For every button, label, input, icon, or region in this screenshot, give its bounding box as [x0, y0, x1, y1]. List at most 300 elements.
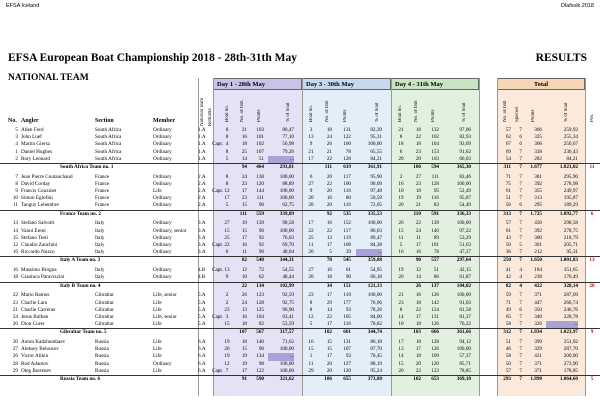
angler-country: Russia	[95, 339, 109, 346]
fish-count: 24	[326, 134, 332, 141]
header-organizer: EFSA Iceland	[6, 3, 40, 9]
percent-of-boat: 88,19	[370, 360, 382, 367]
points: 142	[431, 299, 439, 306]
angler-member: Ordinary	[153, 155, 172, 162]
team-percent: 121,13	[367, 282, 382, 289]
boat-no: 10	[398, 321, 404, 328]
boat-no: 18	[398, 141, 404, 148]
angler-no: 23	[12, 299, 18, 306]
fish-count: 20	[326, 173, 332, 180]
angler-member: Ordinary	[153, 180, 172, 187]
angler-country: France	[95, 188, 110, 195]
percent-of-boat: 84,38	[370, 242, 382, 248]
angler-country: Italy	[95, 274, 105, 281]
team-percent: 339,89	[279, 210, 294, 217]
angler-member: Ordinary	[153, 360, 172, 367]
fish-count: 11	[242, 249, 247, 256]
angler-country: Italy	[95, 234, 105, 241]
team-percent: 369,10	[456, 375, 471, 382]
total-fish: 36	[505, 249, 511, 256]
total-percent: 236,43	[563, 148, 578, 155]
total-points: 326	[534, 321, 542, 328]
team-total-percent: 1.064,60	[559, 375, 578, 382]
team-total-percent: 1.021,02	[559, 163, 578, 170]
team-points: 151	[343, 282, 351, 289]
d4-fish-header: No. of fish	[414, 100, 419, 122]
points: 103	[256, 127, 264, 133]
total-percent: 287,70	[563, 346, 578, 353]
team-total-percent: 1.023,97	[559, 329, 578, 336]
total-fish: 75	[505, 180, 511, 187]
team-fish: 91	[241, 375, 247, 382]
total-points: 366	[534, 141, 542, 148]
species: 5	[519, 242, 522, 248]
total-percent: 200,00	[563, 353, 578, 360]
species: 7	[519, 195, 522, 202]
angler-member: Ordinary	[153, 242, 172, 248]
fish-count: 16	[415, 249, 421, 256]
percent-of-boat: 50,59	[370, 195, 382, 202]
species: 7	[519, 148, 522, 155]
angler-name: Stefano Salvotti	[21, 220, 55, 227]
angler-no: 16	[12, 267, 18, 274]
d4-pct-header: % of boat	[462, 102, 467, 122]
angler-member: Life	[153, 299, 162, 306]
boat-no: 8	[309, 299, 313, 306]
results-table	[0, 127, 600, 382]
fish-count: 15	[241, 346, 247, 353]
percent-of-boat: 51,63	[459, 242, 471, 248]
boat-no: 6	[309, 173, 313, 180]
fish-count: 15	[326, 339, 332, 346]
percent-of-boat: 84,21	[370, 155, 382, 162]
national-team-code: 6.A	[198, 346, 206, 353]
points: 126	[431, 292, 439, 299]
angler-country: South Africa	[95, 155, 122, 162]
total-points: 366	[534, 127, 542, 133]
angler-name: Simon Eglofini	[21, 195, 53, 202]
angler-member: Ordinary	[153, 202, 172, 209]
boat-no: 3	[225, 313, 229, 320]
d1-boat-header: Boat no.	[225, 105, 230, 122]
boat-no: 17	[308, 220, 314, 227]
total-points: 295	[534, 202, 542, 209]
total-points: 392	[534, 227, 542, 234]
team-fish: 110	[413, 210, 421, 217]
angler-row	[0, 156, 600, 163]
percent-of-boat: 94,12	[459, 339, 471, 346]
angler-country: Russia	[95, 360, 109, 367]
d1-pct-header: % of boat	[286, 102, 291, 122]
top-header-bar	[0, 0, 600, 12]
fish-count: 18	[415, 141, 421, 148]
points: 107	[343, 346, 351, 353]
boat-no: 27	[224, 220, 230, 227]
total-fish: 50	[505, 360, 511, 367]
points: 117	[343, 173, 351, 180]
angler-country: Gibraltar	[95, 292, 114, 299]
team-fish: 107	[239, 329, 247, 336]
national-team-code: 5.A	[198, 292, 206, 299]
points: 96	[258, 249, 264, 256]
team-points: 601	[343, 329, 351, 336]
angler-no: 13	[12, 220, 18, 227]
angler-country: Gibraltar	[95, 299, 114, 306]
team-label: Italy A Team no. 3	[60, 257, 101, 264]
fish-count: 22	[326, 227, 332, 234]
boat-no: 20	[308, 195, 314, 202]
angler-no: 22	[12, 292, 18, 299]
species: 6	[519, 202, 522, 209]
angler-country: Italy	[95, 249, 105, 256]
total-points: 371	[534, 292, 542, 299]
species: 7	[519, 313, 522, 320]
national-team-code: 5.A	[198, 299, 206, 306]
angler-no: 16	[12, 249, 18, 256]
boat-no: 28	[308, 202, 314, 209]
angler-no: 21	[12, 306, 18, 313]
boat-no: 29	[308, 367, 314, 374]
team-percent: 344,31	[279, 257, 294, 264]
percent-of-boat: 76,03	[282, 234, 294, 241]
boat-no: 23	[398, 299, 404, 306]
points: 124	[431, 306, 439, 313]
angler-country: France	[95, 180, 110, 187]
percent-of-boat: 81,58	[459, 306, 471, 313]
points: 93	[345, 306, 351, 313]
boat-no: 8	[399, 134, 403, 141]
points: 78	[345, 148, 351, 155]
total-percent: 255,34	[563, 134, 578, 141]
boat-no: 26	[398, 220, 404, 227]
total-points: 325	[534, 134, 542, 141]
team-subtotal-row	[0, 375, 600, 382]
species: 7	[519, 227, 522, 234]
points: 72	[258, 267, 264, 274]
points: 128	[431, 339, 439, 346]
national-team-code: 2.A	[198, 180, 206, 187]
d3-boat-header: Boat no.	[309, 105, 314, 122]
boat-no: 20	[308, 274, 314, 281]
team-percent: 365,30	[456, 163, 471, 170]
team-fish: 111	[239, 210, 247, 217]
team-points: 594	[431, 163, 439, 170]
angler-member: Ordinary	[153, 234, 172, 241]
fish-count: 18	[415, 127, 421, 133]
fish-count: 27	[415, 173, 421, 180]
points: 120	[431, 360, 439, 367]
boat-no: 11	[398, 234, 404, 241]
angler-member: Life	[153, 321, 162, 328]
boat-no: 13	[308, 134, 314, 141]
team-percent: 317,57	[279, 329, 294, 336]
boat-no: 11	[308, 360, 314, 367]
angler-row	[0, 220, 600, 227]
total-fish-header: No. of fish	[503, 100, 508, 122]
fish-count: 21	[415, 202, 421, 209]
team-percent: 321,62	[279, 375, 294, 382]
national-team-code: 3.A	[198, 242, 206, 248]
angler-name: Riccardo Nuzzo	[21, 249, 55, 256]
fish-count: 15	[241, 227, 247, 234]
species: 6	[519, 141, 522, 148]
d4-boat-header: Boat no.	[398, 105, 403, 122]
angler-row	[0, 267, 600, 274]
remarks: Capt.	[212, 313, 224, 320]
percent-of-boat: 89,47	[370, 234, 382, 241]
angler-row	[0, 353, 600, 360]
boat-no: 20	[398, 155, 404, 162]
team-total-points: 1.725	[530, 210, 542, 217]
national-team-code: 1.A	[198, 141, 206, 148]
total-points: 350	[534, 306, 542, 313]
points: 126	[431, 321, 439, 328]
percent-of-boat: 92,75	[282, 299, 294, 306]
total-percent: 95,31	[566, 249, 578, 256]
total-percent: 273,90	[563, 360, 578, 367]
total-fish: 65	[505, 313, 511, 320]
boat-no: 26	[398, 274, 404, 281]
percent-of-boat: 97,22	[459, 227, 471, 234]
angler-name: Martin Giersz	[21, 141, 50, 148]
points: 96	[258, 346, 264, 353]
no-header: No.	[8, 118, 17, 124]
total-percent: 151,65	[563, 267, 578, 274]
percent-of-boat: 66,18	[370, 274, 382, 281]
percent-of-boat: 100,00	[367, 292, 382, 299]
team-fish: 111	[324, 163, 332, 170]
points: 101	[431, 242, 439, 248]
team-total-percent: 328,14	[563, 282, 578, 289]
angler-member: Ordinary	[153, 173, 172, 180]
page-title: EFSA European Boat Championship 2018 - 28th-31th May	[8, 52, 297, 64]
points: 107	[256, 148, 264, 155]
d3-pct-header: % of boat	[375, 102, 380, 122]
boat-no: 21	[398, 292, 404, 299]
team-points: 666	[431, 329, 439, 336]
fish-count: 16	[241, 313, 247, 320]
total-percent: 298,58	[563, 220, 578, 227]
angler-no: 15	[12, 234, 18, 241]
fish-count: 16	[415, 292, 421, 299]
points: 110	[343, 292, 351, 299]
points: 128	[343, 155, 351, 162]
total-fish: 71	[505, 299, 511, 306]
points: 126	[431, 346, 439, 353]
fish-count: 20	[326, 188, 332, 195]
fish-count: 17	[326, 242, 332, 248]
team-total-fish: 313	[503, 210, 511, 217]
angler-country: France	[95, 173, 110, 180]
percent-of-boat: 90,09	[370, 180, 382, 187]
total-fish: 57	[505, 367, 511, 374]
fish-count: 20	[326, 367, 332, 374]
team-percent: 361,66	[456, 329, 471, 336]
team-fish: 26	[415, 282, 421, 289]
total-percent: 189,29	[563, 202, 578, 209]
total-fish: 49	[505, 306, 511, 313]
percent-of-boat: 80,47	[282, 127, 294, 133]
national-team-code: 2.A	[198, 173, 206, 180]
boat-no: 17	[224, 195, 230, 202]
points: 95	[433, 188, 439, 195]
national-team-code: 4.B	[198, 267, 206, 274]
angler-row	[0, 174, 600, 181]
boat-no: 17	[308, 155, 314, 162]
team-subtotal-row	[0, 163, 600, 170]
angler-country: Gibraltar	[95, 321, 114, 328]
boat-no: 27	[308, 180, 314, 187]
boat-no: 8	[225, 173, 229, 180]
percent-of-boat: 69,70	[282, 242, 294, 248]
team-subtotal-row	[0, 282, 600, 289]
angler-country: Italy	[95, 267, 105, 274]
angler-member: Ordinary	[153, 274, 172, 281]
team-label: Italy B Team no. 4	[60, 282, 101, 289]
percent-of-boat: 97,06	[459, 127, 471, 133]
national-team-code: 3.A	[198, 220, 206, 227]
percent-of-boat: 100,00	[367, 141, 382, 148]
team-points: 464	[256, 163, 264, 170]
total-points: 355	[534, 188, 542, 195]
angler-name: David Corday	[21, 180, 51, 187]
day4-header: Day 4 - 31th May	[391, 78, 479, 90]
points: 116	[343, 321, 351, 328]
total-points: 371	[534, 360, 542, 367]
fish-count: 23	[241, 195, 247, 202]
boat-no: 25	[308, 234, 314, 241]
fish-count: 16	[326, 220, 332, 227]
angler-no: 20	[12, 321, 18, 328]
species: 7	[519, 155, 522, 162]
boat-no: 19	[224, 339, 230, 346]
total-points: 371	[534, 367, 542, 374]
team-fish: 106	[413, 163, 421, 170]
angler-country: South Africa	[95, 134, 122, 141]
points: 153	[431, 148, 439, 155]
team-total-fish: 311	[503, 163, 511, 170]
fish-count: 22	[415, 306, 421, 313]
fish-count: 22	[415, 220, 421, 227]
angler-name: Jesus Bulban	[21, 313, 49, 320]
boat-no: 2	[225, 292, 229, 299]
points: 117	[343, 227, 351, 234]
angler-row	[0, 141, 600, 148]
percent-of-boat: 42,15	[459, 267, 471, 274]
angler-member: Life	[153, 339, 162, 346]
points: 120	[343, 367, 351, 374]
fish-count: 10	[241, 274, 247, 281]
national-team-code: 3.A	[198, 227, 206, 234]
angler-name: Claudio Zanchini	[21, 242, 58, 248]
angler-no: 29	[12, 367, 18, 374]
angler-name: Massimo Brogna	[21, 267, 57, 274]
points: 86	[433, 274, 439, 281]
boat-no: 11	[308, 242, 314, 248]
points: 80	[345, 195, 351, 202]
points: 132	[431, 127, 439, 133]
percent-of-boat: 100,00	[367, 220, 382, 227]
national-team-code: 1.A	[198, 134, 206, 141]
team-points: 557	[431, 257, 439, 264]
team-position: 5	[590, 375, 594, 382]
angler-no: 3	[15, 134, 18, 141]
angler-member: Ordinary	[153, 267, 172, 274]
percent-of-boat: 100,00	[279, 195, 294, 202]
total-header: Total	[497, 78, 585, 90]
national-team-code: 2.A	[198, 202, 206, 209]
national-team-code: 3.A	[198, 249, 206, 256]
boat-no: 19	[398, 267, 404, 274]
fish-count: 19	[241, 360, 247, 367]
points: 177	[343, 299, 351, 306]
percent-of-boat: 97,48	[370, 188, 382, 195]
boat-no: 14	[398, 353, 404, 360]
national-team-code: 6.A	[198, 367, 206, 374]
boat-no: 8	[225, 134, 229, 141]
percent-of-boat: 100,00	[279, 346, 294, 353]
percent-of-boat: 63,41	[282, 313, 294, 320]
angler-no: 8	[15, 180, 18, 187]
angler-country: Gibraltar	[95, 313, 114, 320]
remarks: Capt.	[212, 367, 224, 374]
team-percent: 336,33	[456, 210, 471, 217]
team-points: 134	[256, 282, 264, 289]
points: 105	[343, 313, 351, 320]
section-title: NATIONAL TEAM	[8, 73, 89, 83]
angler-name: Daniel Hughes	[21, 148, 52, 155]
points: 51	[258, 155, 264, 162]
percent-of-boat: 95,24	[370, 367, 382, 374]
team-points: 655	[343, 375, 351, 382]
total-points: 313	[534, 195, 542, 202]
angler-country: Russia	[95, 367, 109, 374]
fish-count: 14	[241, 155, 247, 162]
team-subtotal-row	[0, 328, 600, 335]
fish-count: 26	[326, 141, 332, 148]
angler-row	[0, 228, 600, 235]
angler-no: 24	[12, 313, 18, 320]
percent-of-boat: 100,00	[456, 346, 471, 353]
total-percent: 287,69	[563, 292, 578, 299]
points: 98	[258, 360, 264, 367]
points: 116	[431, 195, 439, 202]
fish-count: 16	[326, 195, 332, 202]
points: 139	[256, 220, 264, 227]
team-total-points: 422	[534, 282, 542, 289]
percent-of-boat: 95,87	[459, 195, 471, 202]
team-total-points: 1.834	[530, 329, 542, 336]
national-team-code: 2.A	[198, 195, 206, 202]
team-species: 7	[519, 210, 522, 217]
points: 119	[343, 234, 351, 241]
team-percent: 344,74	[367, 329, 382, 336]
fish-count: 17	[241, 188, 247, 195]
total-points-header: Points	[531, 109, 536, 122]
national-team-code: 6.A	[198, 339, 206, 346]
species: 7	[519, 299, 522, 306]
angler-member: Life	[153, 306, 162, 313]
team-fish: 103	[413, 329, 421, 336]
fish-count: 24	[241, 173, 247, 180]
angler-member: Life	[153, 353, 162, 360]
angler-row	[0, 300, 600, 307]
angler-name: Mario Ramos	[21, 292, 50, 299]
points: 134	[256, 353, 264, 360]
angler-name: Dion Curer	[21, 321, 45, 328]
angler-no: 12	[12, 242, 18, 248]
national-team-code: 3.A	[198, 234, 206, 241]
